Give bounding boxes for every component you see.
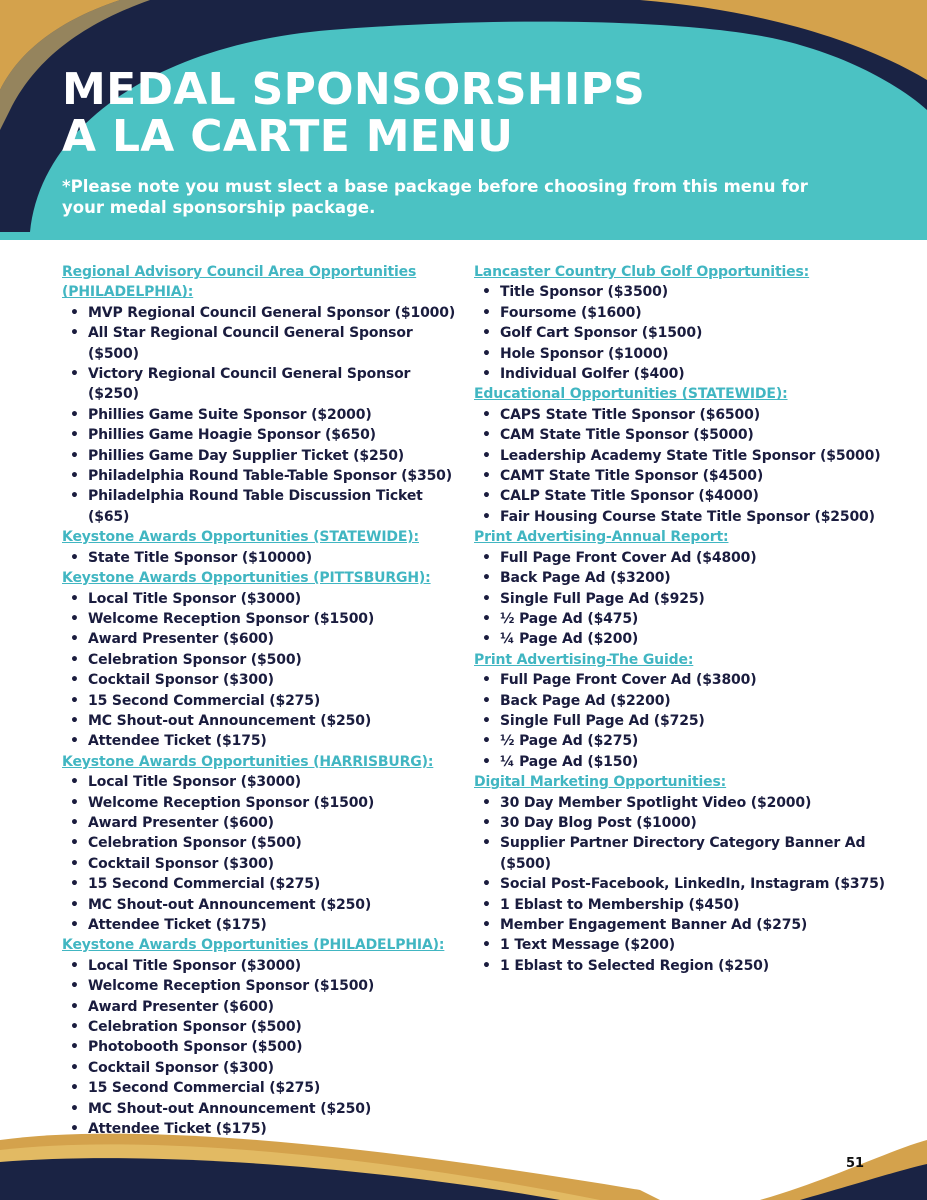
list-item: • Full Page Front Cover Ad ($3800) [474,670,894,690]
list-item: • MC Shout-out Announcement ($250) [62,895,462,915]
section-keystone-pittsburgh [62,568,462,752]
list-item: • CALP State Title Sponsor ($4000) [474,486,894,506]
section-heading: Keystone Awards Opportunities (PHILADELPHIA): [62,937,445,954]
list-item: • Phillies Game Hoagie Sponsor ($650) [62,425,462,445]
list-item: • Award Presenter ($600) [62,629,462,649]
list-item: • CAPS State Title Sponsor ($6500) [474,405,894,425]
list-item: • 15 Second Commercial ($275) [62,1078,462,1098]
list-item: • 15 Second Commercial ($275) [62,691,462,711]
list-item: • ¼ Page Ad ($150) [474,752,894,772]
list-item: • 1 Eblast to Membership ($450) [474,895,894,915]
left-column [62,262,462,1139]
list-item: • Award Presenter ($600) [62,997,462,1017]
list-item: • Celebration Sponsor ($500) [62,650,462,670]
page-title-line-1: MEDAL SPONSORSHIPS [62,64,646,115]
list-item: • Full Page Front Cover Ad ($4800) [474,548,894,568]
section-keystone-statewide [62,527,462,568]
item-list [474,548,894,650]
section-regional-philadelphia [62,262,462,527]
list-item: • Photobooth Sponsor ($500) [62,1037,462,1057]
item-list [62,303,462,527]
page-title [62,66,645,160]
list-item: • Back Page Ad ($2200) [474,691,894,711]
list-item: • ½ Page Ad ($275) [474,731,894,751]
list-item: • Fair Housing Course State Title Sponsor ($2500) [474,507,894,527]
list-item: • 1 Text Message ($200) [474,935,894,955]
list-item: • Title Sponsor ($3500) [474,282,894,302]
section-heading: Keystone Awards Opportunities (HARRISBURG): [62,753,434,770]
section-print-annual-report [474,527,894,649]
section-heading: Regional Advisory Council Area Opportunities (PHILADELPHIA): [62,264,417,301]
list-item: • Local Title Sponsor ($3000) [62,772,462,792]
list-item: • Victory Regional Council General Sponsor ($250) [62,364,462,405]
list-item: • Member Engagement Banner Ad ($275) [474,915,894,935]
section-heading: Print Advertising-Annual Report: [474,529,729,546]
list-item: • Cocktail Sponsor ($300) [62,854,462,874]
item-list [62,589,462,752]
list-item: • Philadelphia Round Table-Table Sponsor ($350) [62,466,462,486]
section-golf [474,262,894,384]
section-print-guide [474,650,894,772]
list-item: • Welcome Reception Sponsor ($1500) [62,793,462,813]
list-item: • Social Post-Facebook, LinkedIn, Instagram ($375) [474,874,894,894]
list-item: • Foursome ($1600) [474,303,894,323]
section-heading: Educational Opportunities (STATEWIDE): [474,386,788,403]
list-item: • Cocktail Sponsor ($300) [62,670,462,690]
item-list [62,548,462,568]
base-package-note: *Please note you must slect a base package before choosing from this menu for your medal sponsorship package. [62,177,808,217]
list-item: • Attendee Ticket ($175) [62,731,462,751]
list-item: • Award Presenter ($600) [62,813,462,833]
list-item: • Celebration Sponsor ($500) [62,833,462,853]
list-item: • MC Shout-out Announcement ($250) [62,711,462,731]
list-item: • Welcome Reception Sponsor ($1500) [62,976,462,996]
list-item: • MVP Regional Council General Sponsor ($1000) [62,303,462,323]
page-number: 51 [846,1156,865,1171]
list-item: • Local Title Sponsor ($3000) [62,956,462,976]
list-item: • CAM State Title Sponsor ($5000) [474,425,894,445]
section-keystone-harrisburg [62,752,462,936]
list-item: • Single Full Page Ad ($725) [474,711,894,731]
list-item: • Local Title Sponsor ($3000) [62,589,462,609]
list-item: • Individual Golfer ($400) [474,364,894,384]
list-item: • Hole Sponsor ($1000) [474,344,894,364]
section-heading: Lancaster Country Club Golf Opportunities: [474,264,810,280]
list-item: • 15 Second Commercial ($275) [62,874,462,894]
section-heading: Digital Marketing Opportunities: [474,774,727,791]
section-heading: Keystone Awards Opportunities (PITTSBURGH): [62,570,431,587]
list-item: • Celebration Sponsor ($500) [62,1017,462,1037]
list-item: • 1 Eblast to Selected Region ($250) [474,956,894,976]
list-item: • Supplier Partner Directory Category Banner Ad ($500) [474,833,894,874]
list-item: • State Title Sponsor ($10000) [62,548,462,568]
list-item: • Leadership Academy State Title Sponsor ($5000) [474,446,894,466]
section-digital-marketing [474,772,894,976]
item-list [474,282,894,384]
item-list [62,772,462,935]
list-item: • ½ Page Ad ($475) [474,609,894,629]
list-item: • CAMT State Title Sponsor ($4500) [474,466,894,486]
item-list [474,670,894,772]
list-item: • Cocktail Sponsor ($300) [62,1058,462,1078]
section-heading: Keystone Awards Opportunities (STATEWIDE): [62,529,419,546]
item-list [474,405,894,527]
list-item: • Phillies Game Day Supplier Ticket ($250) [62,446,462,466]
list-item: • MC Shout-out Announcement ($250) [62,1099,462,1119]
section-educational [474,384,894,527]
item-list [62,956,462,1140]
section-keystone-philadelphia [62,935,462,1139]
list-item: • Welcome Reception Sponsor ($1500) [62,609,462,629]
list-item: • Back Page Ad ($3200) [474,568,894,588]
list-item: • Golf Cart Sponsor ($1500) [474,323,894,343]
item-list [474,793,894,977]
list-item: • 30 Day Blog Post ($1000) [474,813,894,833]
page-title-line-2: A LA CARTE MENU [62,111,514,162]
list-item: • All Star Regional Council General Sponsor ($500) [62,323,462,364]
section-heading: Print Advertising-The Guide: [474,651,694,668]
list-item: • Phillies Game Suite Sponsor ($2000) [62,405,462,425]
list-item: • Philadelphia Round Table Discussion Ticket ($65) [62,486,462,527]
right-column [474,262,894,976]
list-item: • Attendee Ticket ($175) [62,1119,462,1139]
list-item: • Attendee Ticket ($175) [62,915,462,935]
list-item: • Single Full Page Ad ($925) [474,589,894,609]
list-item: • 30 Day Member Spotlight Video ($2000) [474,793,894,813]
list-item: • ¼ Page Ad ($200) [474,629,894,649]
